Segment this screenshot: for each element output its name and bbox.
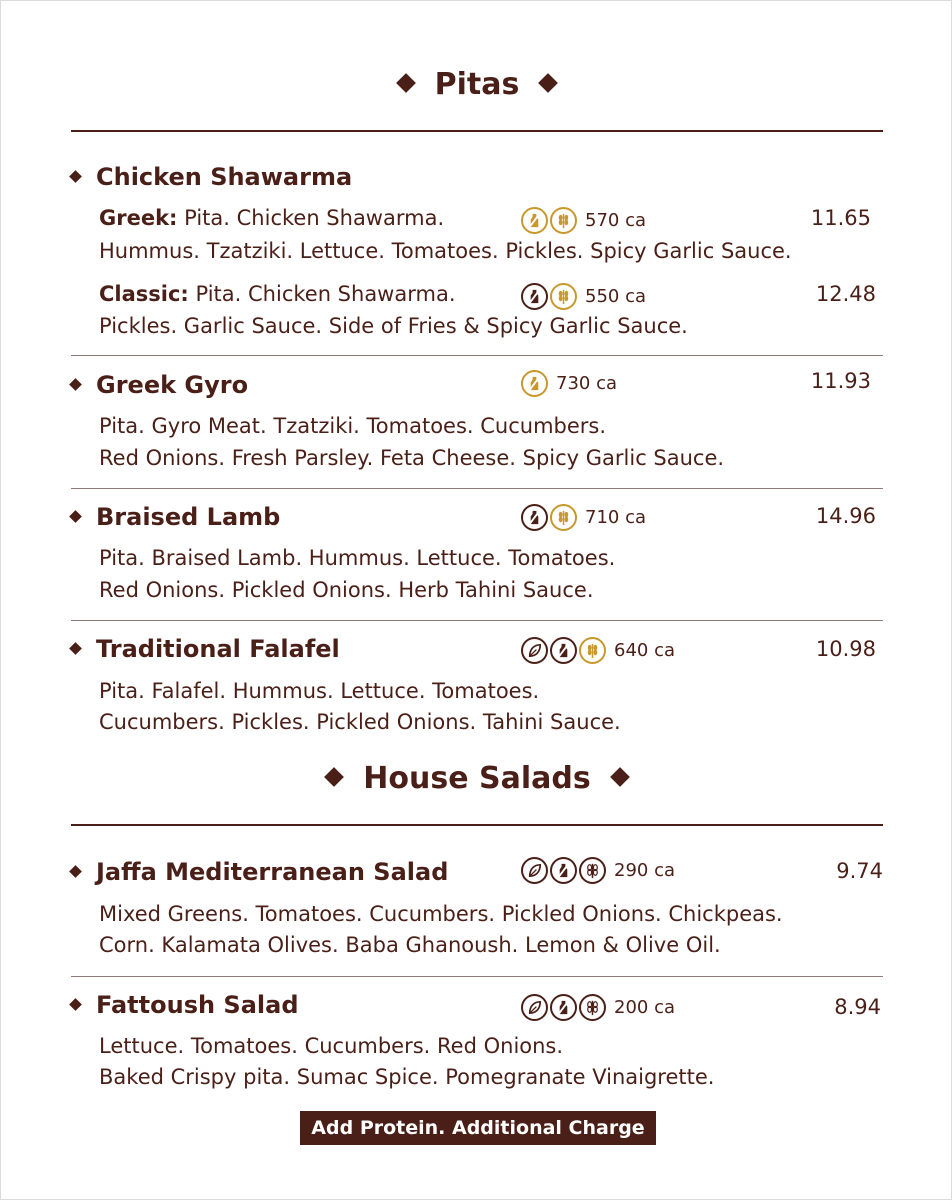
bullet-icon [69, 865, 82, 878]
item-desc-line2: Cucumbers. Pickles. Pickled Onions. Tahini Sauce. [99, 710, 621, 734]
gluten-free-icon [579, 857, 606, 884]
diamond-icon [324, 767, 344, 787]
price: 10.98 [815, 637, 876, 661]
calories: 710 ca [585, 507, 647, 528]
diet-icons [521, 504, 646, 531]
vegan-icon [521, 637, 548, 664]
diet-icons [521, 637, 675, 664]
item-desc-line2: Red Onions. Pickled Onions. Herb Tahini Sauce. [99, 578, 594, 602]
wheat-icon [579, 637, 606, 664]
diet-icons [521, 370, 617, 397]
price: 9.74 [836, 859, 883, 883]
price: 11.93 [810, 369, 871, 393]
divider [71, 976, 883, 977]
item-name-traditional-falafel [71, 635, 340, 663]
wheat-icon [550, 504, 577, 531]
section-title-text: House Salads [363, 761, 591, 796]
item-name-text: Fattoush Salad [96, 991, 299, 1019]
diamond-icon [538, 73, 558, 93]
dairy-free-icon [521, 207, 548, 234]
diet-icons [521, 207, 646, 234]
item-desc-line2: Red Onions. Fresh Parsley. Feta Cheese. Spicy Garlic Sauce. [99, 446, 725, 470]
item-name-text: Jaffa Mediterranean Salad [96, 858, 449, 886]
item-desc-line2: Corn. Kalamata Olives. Baba Ghanoush. Lemon & Olive Oil. [99, 933, 721, 957]
bullet-icon [69, 642, 82, 655]
item-desc-line2: Baked Crispy pita. Sumac Spice. Pomegranate Vinaigrette. [99, 1065, 715, 1089]
item-name-text: Traditional Falafel [96, 635, 340, 663]
divider [71, 488, 883, 489]
dairy-free-icon [550, 857, 577, 884]
bullet-icon [69, 170, 82, 183]
divider [71, 355, 883, 356]
item-desc-line1: Mixed Greens. Tomatoes. Cucumbers. Pickled Onions. Chickpeas. [99, 902, 783, 926]
variant-greek-line2: Hummus. Tzatziki. Lettuce. Tomatoes. Pickles. Spicy Garlic Sauce. [99, 239, 792, 263]
diet-icons [521, 283, 646, 310]
variant-desc: Pita. Chicken Shawarma. [195, 282, 456, 306]
calories: 570 ca [585, 210, 647, 231]
section-title-text: Pitas [434, 67, 520, 102]
calories: 550 ca [585, 286, 647, 307]
wheat-icon [550, 207, 577, 234]
dairy-free-icon [521, 283, 548, 310]
calories: 290 ca [614, 860, 676, 881]
item-name-fattoush-salad [71, 991, 299, 1019]
item-desc-line1: Pita. Falafel. Hummus. Lettuce. Tomatoes. [99, 679, 540, 703]
vegan-icon [521, 994, 548, 1021]
vegan-icon [521, 857, 548, 884]
section-title-house-salads [1, 761, 952, 796]
calories: 730 ca [556, 373, 618, 394]
divider [71, 620, 883, 621]
price: 12.48 [815, 282, 876, 306]
item-name-greek-gyro [71, 371, 248, 399]
item-desc-line1: Pita. Gyro Meat. Tzatziki. Tomatoes. Cucumbers. [99, 414, 607, 438]
item-name-chicken-shawarma [71, 163, 352, 191]
price: 8.94 [834, 995, 881, 1019]
calories: 640 ca [614, 640, 676, 661]
variant-classic-line1 [99, 282, 456, 306]
diet-icons [521, 994, 675, 1021]
item-name-text: Greek Gyro [96, 371, 249, 399]
add-protein-banner: Add Protein. Additional Charge [300, 1111, 656, 1145]
variant-label: Classic: [99, 282, 189, 306]
item-name-jaffa-salad [71, 858, 448, 886]
item-desc-line1: Pita. Braised Lamb. Hummus. Lettuce. Tomatoes. [99, 546, 616, 570]
dairy-free-icon [521, 504, 548, 531]
dairy-free-icon [521, 370, 548, 397]
bullet-icon [69, 378, 82, 391]
item-desc-line1: Lettuce. Tomatoes. Cucumbers. Red Onions. [99, 1034, 564, 1058]
diet-icons [521, 857, 675, 884]
bullet-icon [69, 510, 82, 523]
wheat-icon [550, 283, 577, 310]
item-name-text: Braised Lamb [96, 503, 281, 531]
diamond-icon [610, 767, 630, 787]
variant-greek-line1 [99, 206, 444, 230]
variant-desc: Pita. Chicken Shawarma. [184, 206, 445, 230]
gluten-free-icon [579, 994, 606, 1021]
price: 14.96 [815, 504, 876, 528]
variant-classic-line2: Pickles. Garlic Sauce. Side of Fries & Spicy Garlic Sauce. [99, 314, 688, 338]
dairy-free-icon [550, 994, 577, 1021]
calories: 200 ca [614, 997, 676, 1018]
section-title-pitas [1, 67, 952, 102]
divider [71, 824, 883, 826]
item-name-text: Chicken Shawarma [96, 163, 353, 191]
variant-label: Greek: [99, 206, 178, 230]
diamond-icon [396, 73, 416, 93]
item-name-braised-lamb [71, 503, 280, 531]
bullet-icon [69, 998, 82, 1011]
dairy-free-icon [550, 637, 577, 664]
divider [71, 130, 883, 132]
price: 11.65 [810, 206, 871, 230]
